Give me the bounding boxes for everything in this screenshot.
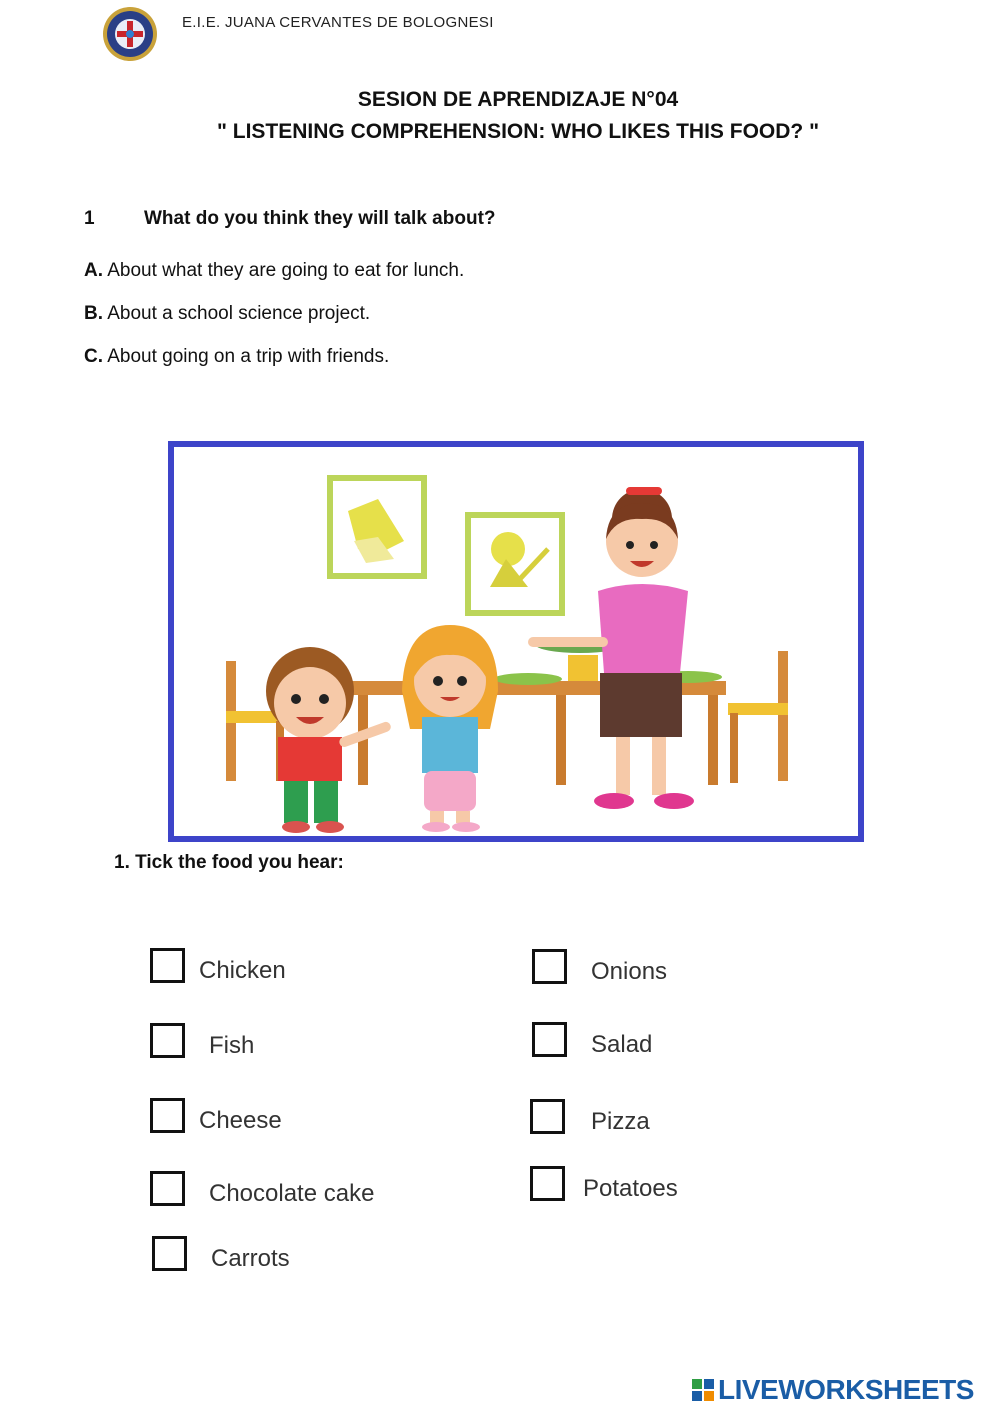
food-item-chocolate-cake [150, 1171, 374, 1206]
question-2-instruction: 1. Tick the food you hear: [114, 852, 344, 873]
food-item-chicken [150, 948, 286, 983]
option-b [84, 303, 370, 325]
option-c [84, 346, 389, 368]
food-label-fish: Fish [209, 1032, 255, 1059]
question-1-number: 1 [84, 208, 95, 229]
liveworksheets-logo-icon [692, 1379, 714, 1401]
food-item-salad [532, 1022, 652, 1057]
school-name: E.I.E. JUANA CERVANTES DE BOLOGNESI [182, 14, 494, 31]
checkbox-fish[interactable] [150, 1023, 185, 1058]
checkbox-chicken[interactable] [150, 948, 185, 983]
food-item-cheese [150, 1098, 282, 1133]
food-label-chocolate-cake: Chocolate cake [209, 1180, 375, 1207]
food-label-carrots: Carrots [211, 1245, 290, 1272]
food-item-onions [532, 949, 667, 984]
session-subtitle: " LISTENING COMPREHENSION: WHO LIKES THIS FOOD? " [216, 120, 820, 143]
checkbox-onions[interactable] [532, 949, 567, 984]
option-a-letter: A. [84, 260, 103, 281]
checkbox-carrots[interactable] [152, 1236, 187, 1271]
food-item-fish [150, 1023, 254, 1058]
food-item-potatoes [530, 1166, 678, 1201]
checkbox-salad[interactable] [532, 1022, 567, 1057]
food-item-carrots [152, 1236, 290, 1271]
option-a [84, 260, 464, 282]
food-label-pizza: Pizza [591, 1108, 650, 1135]
food-label-cheese: Cheese [199, 1107, 282, 1134]
family-dining-illustration [168, 441, 864, 842]
food-label-onions: Onions [591, 958, 668, 985]
liveworksheets-brand [692, 1374, 974, 1406]
option-c-letter: C. [84, 346, 103, 367]
food-label-chicken: Chicken [199, 957, 286, 984]
option-a-text: About what they are going to eat for lunch. [103, 260, 465, 281]
checkbox-cheese[interactable] [150, 1098, 185, 1133]
school-logo-icon [102, 6, 158, 62]
option-c-text: About going on a trip with friends. [103, 346, 390, 367]
option-b-text: About a school science project. [103, 303, 371, 324]
checkbox-pizza[interactable] [530, 1099, 565, 1134]
question-1-text: What do you think they will talk about? [144, 208, 496, 229]
option-b-letter: B. [84, 303, 103, 324]
checkbox-potatoes[interactable] [530, 1166, 565, 1201]
session-title: SESION DE APRENDIZAJE N°04 [357, 88, 679, 111]
food-label-salad: Salad [591, 1031, 653, 1058]
liveworksheets-wordmark: LIVEWORKSHEETS [718, 1374, 974, 1405]
checkbox-chocolate-cake[interactable] [150, 1171, 185, 1206]
food-item-pizza [530, 1099, 650, 1134]
question-1 [84, 208, 496, 230]
food-label-potatoes: Potatoes [583, 1175, 678, 1202]
